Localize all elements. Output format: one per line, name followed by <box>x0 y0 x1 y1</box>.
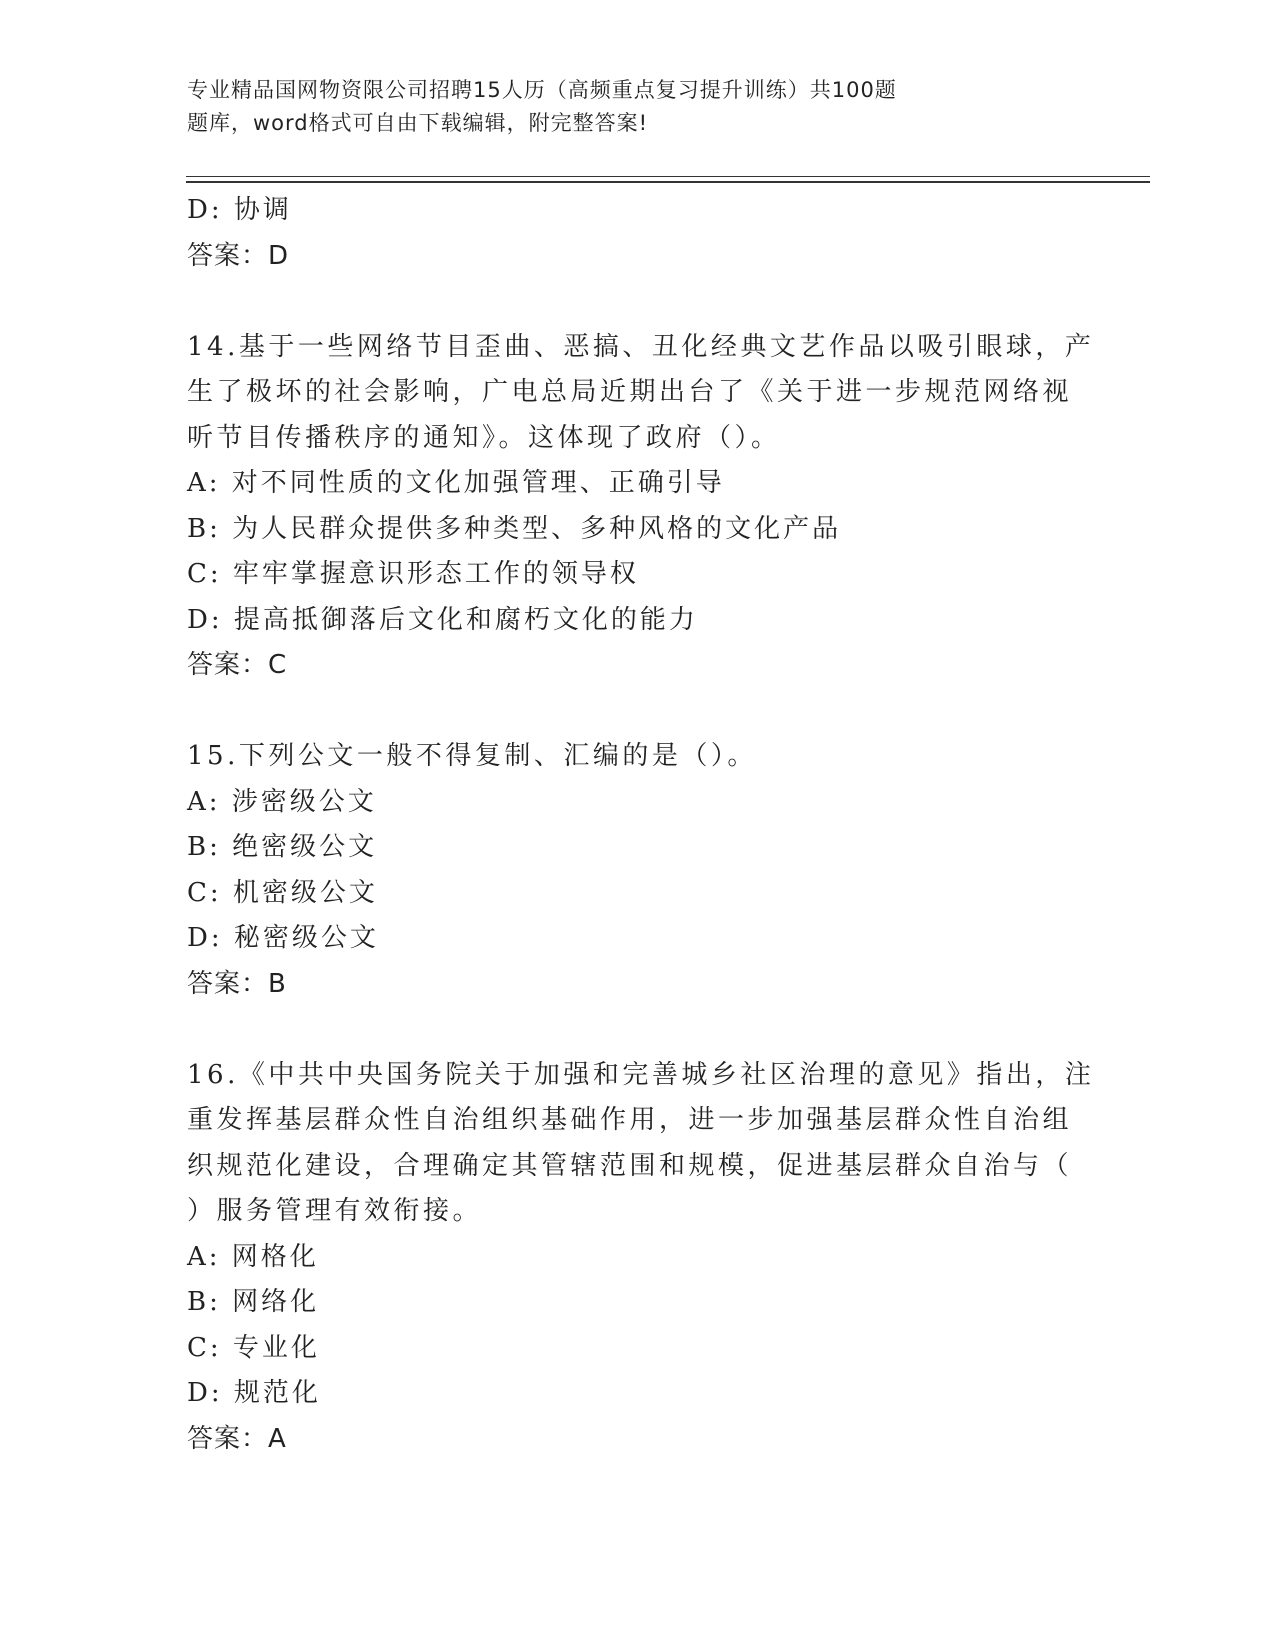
header-divider-thin <box>186 176 1150 177</box>
question-stem-line: 15.下列公文一般不得复制、汇编的是（）。 <box>187 741 757 771</box>
header-divider-thick <box>186 181 1150 183</box>
question-stem-line: ）服务管理有效衔接。 <box>187 1196 483 1226</box>
question-14 <box>187 325 1095 689</box>
option-a: A: 涉密级公文 <box>187 786 377 817</box>
option-d: D: 协调 <box>187 195 292 225</box>
answer-line: 答案：D <box>187 240 290 271</box>
question-stem-line: 16.《中共中央国务院关于加强和完善城乡社区治理的意见》指出，注 <box>187 1059 1095 1090</box>
header-title-line-2: 题库，word格式可自由下载编辑，附完整答案! <box>187 111 649 135</box>
option-d: D: 秘密级公文 <box>187 923 379 953</box>
question-16 <box>187 1053 1095 1463</box>
option-a: A: 网格化 <box>187 1241 319 1272</box>
option-c: C: 专业化 <box>187 1332 320 1363</box>
question-stem-line: 14.基于一些网络节目歪曲、恶搞、丑化经典文艺作品以吸引眼球，产 <box>187 331 1095 362</box>
option-d: D: 规范化 <box>187 1378 321 1408</box>
question-stem-line: 听节目传播秩序的通知》。这体现了政府（）。 <box>187 422 781 453</box>
option-b: B: 绝密级公文 <box>187 832 378 862</box>
question-stem-line: 生了极坏的社会影响，广电总局近期出台了《关于进一步规范网络视 <box>187 377 1073 407</box>
spacer <box>187 689 1087 735</box>
question-stem-line: 织规范化建设，合理确定其管辖范围和规模，促进基层群众自治与（ <box>187 1150 1073 1181</box>
option-b: B: 网络化 <box>187 1287 320 1317</box>
header-title-line-1: 专业精品国网物资限公司招聘15人历（高频重点复习提升训练）共100题 <box>187 78 897 102</box>
option-c: C: 机密级公文 <box>187 877 378 908</box>
option-d: D: 提高抵御落后文化和腐朽文化的能力 <box>187 604 698 635</box>
document-body <box>187 188 1095 1462</box>
question-15 <box>187 734 1087 1007</box>
option-a: A: 对不同性质的文化加强管理、正确引导 <box>187 468 725 498</box>
answer-line: 答案：A <box>187 1423 287 1454</box>
answer-line: 答案：C <box>187 650 288 680</box>
spacer <box>187 1007 1087 1053</box>
answer-line: 答案：B <box>187 968 287 999</box>
question-stem-line: 重发挥基层群众性自治组织基础作用，进一步加强基层群众性自治组 <box>187 1105 1073 1135</box>
option-b: B: 为人民群众提供多种类型、多种风格的文化产品 <box>187 513 842 544</box>
option-c: C: 牢牢掌握意识形态工作的领导权 <box>187 559 639 589</box>
spacer <box>187 279 1087 325</box>
page-header <box>187 74 1007 140</box>
